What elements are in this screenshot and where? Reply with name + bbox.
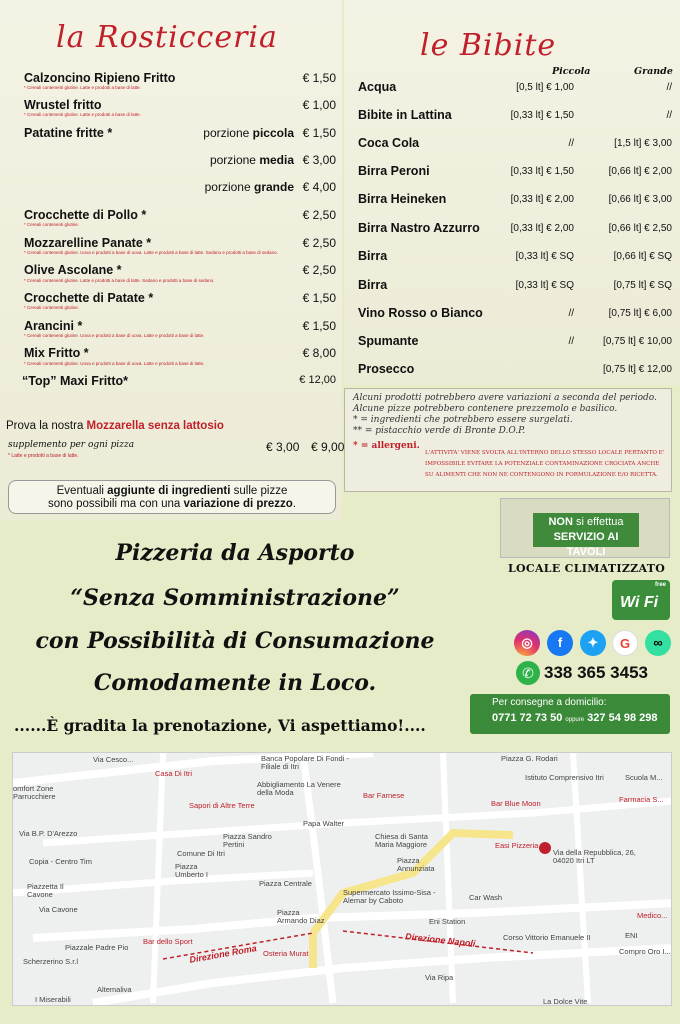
item-name: Wrustel fritto <box>24 98 102 112</box>
item-portion: porzione piccola <box>203 126 294 140</box>
item-name: Crocchette di Patate * <box>24 291 154 305</box>
map-label: Abbigliamento La Venere della Moda <box>257 780 341 797</box>
slogan-line: “Senza Somministrazione” <box>70 585 400 611</box>
drink-item <box>358 278 672 294</box>
slogan-line: Pizzeria da Asporto <box>115 540 355 566</box>
item-price: € 2,50 <box>302 236 336 250</box>
map-label: Banca Popolare Di Fondi - Filiale di Itri <box>261 754 349 771</box>
wifi-free: free <box>654 582 666 588</box>
item-price: € 1,50 <box>302 291 336 305</box>
menu-item <box>24 346 336 362</box>
map-label: Istituto Comprensivo Itri <box>525 773 604 782</box>
slogan-line: Comodamente in Loco. <box>93 670 377 696</box>
item-price: € 12,00 <box>299 374 336 386</box>
rosticceria-title: la Rosticceria <box>56 20 278 55</box>
drink-big: // <box>666 110 672 121</box>
map-label: Via Ripa <box>425 973 454 982</box>
allergen-note: * Latte e prodotti a base di latte. <box>8 453 79 459</box>
ingredients-notice: Eventuali aggiunte di ingredienti sulle pizze sono possibili ma con una variazione di prezzo. <box>8 480 336 514</box>
map-label: Direzione Roma <box>188 943 258 965</box>
drink-item <box>358 80 672 96</box>
map-label: Via B.P. D'Arezzo <box>19 829 78 838</box>
map-label: Piazza Sandro Pertini <box>223 832 272 849</box>
map-label: Piazzale Padre Pio <box>65 943 129 952</box>
notes-box <box>344 388 672 492</box>
item-price: € 1,50 <box>302 319 336 333</box>
supplement-price: € 9,00 <box>311 440 345 454</box>
no-table-service-label: NON si effettua SERVIZIO AI TAVOLI <box>533 513 639 547</box>
drink-big: [0,75 lt] € 10,00 <box>603 336 672 347</box>
map-label: Bar Farnese <box>363 791 405 800</box>
item-name: Patatine fritte * <box>24 126 113 140</box>
head-big: Grande <box>634 66 673 77</box>
note-line: Alcune pizze potrebbero contenere prezzemolo e basilico. <box>353 404 618 414</box>
item-price: € 3,00 <box>302 153 336 167</box>
map-label: ENI <box>625 931 638 940</box>
note-line: Alcuni prodotti potrebbero avere variazioni a seconda del periodo. <box>353 393 657 403</box>
map-label: Bar Blue Moon <box>491 799 541 808</box>
map-label: Piazza Centrale <box>259 879 312 888</box>
drink-item <box>358 108 672 124</box>
map-label: Sapori di Altre Terre <box>189 801 255 810</box>
item-price: € 2,50 <box>302 208 336 222</box>
item-price: € 1,00 <box>302 98 336 112</box>
map-label: Compro Oro I... <box>619 947 671 956</box>
item-name: “Top” Maxi Fritto* <box>22 374 129 388</box>
drink-item <box>358 362 672 378</box>
phone-number[interactable]: 338 365 3453 <box>544 663 648 682</box>
drink-name: Acqua <box>358 80 397 94</box>
menu-item <box>24 263 336 279</box>
wifi-badge <box>612 580 670 620</box>
allergen-note: * Cereali contenenti glutine. Uova e prodotti a base di uova. Latte e prodotti a base di latte. <box>24 333 205 338</box>
map-label: I Miserabili <box>35 995 71 1004</box>
supplement-price: € 3,00 <box>266 440 300 454</box>
map-label: Piazza Umberto I <box>175 862 208 879</box>
allergen-note: * Cereali contenenti glutine. Uova e prodotti a base di uova. Latte e prodotti a base di latte. Sedano e prodotti a base di sedano. <box>24 250 278 255</box>
drink-big: [0,66 lt] € 2,50 <box>608 223 672 234</box>
head-small: Piccola <box>552 66 591 77</box>
note-line: * = ingredienti che potrebbero essere surgelati. <box>353 415 573 425</box>
drink-small: // <box>568 138 574 149</box>
wifi-label: Wi Fi <box>620 594 659 611</box>
item-price: € 1,50 <box>302 126 336 140</box>
map-label: Piazza Annunziata <box>397 856 435 873</box>
drink-item <box>358 221 672 237</box>
map-label: Scherzerino S.r.l <box>23 957 79 966</box>
map-label: Car Wash <box>469 893 503 902</box>
air-conditioned-label: LOCALE CLIMATIZZATO <box>508 562 666 575</box>
drink-item <box>358 306 672 322</box>
item-portion: porzione grande <box>204 180 294 194</box>
allergeni-text: L'ATTIVITA' VIENE SVOLTA ALL'INTERNO DELLO STESSO LOCALE PERTANTO E' IMPOSSIBILE EVITARE LA POTENZIALE CONTAMINAZIONE CROCIATA ANCHE SU ALIMENTI CHE NON NE CONTENGONO IN FORMULAZIONE E/O RICETTA. <box>425 450 665 478</box>
item-name: Olive Ascolane * <box>24 263 122 277</box>
map-label: Corso Vittorio Emanuele II <box>503 933 591 942</box>
delivery-label: Per consegne a domicilio: <box>492 697 607 708</box>
item-price: € 2,50 <box>302 263 336 277</box>
item-price: € 8,00 <box>302 346 336 360</box>
facebook-icon[interactable]: f <box>547 630 573 656</box>
allergeni-label: * = allergeni. <box>353 441 420 451</box>
allergen-note: * Cereali contenenti glutine. <box>24 305 80 310</box>
map-label: Piazza G. Rodari <box>501 754 558 763</box>
drink-item <box>358 249 672 265</box>
map-label: Chiesa di Santa Maria Maggiore <box>375 832 428 849</box>
drink-name: Birra Peroni <box>358 164 430 178</box>
drink-name: Bibite in Lattina <box>358 108 452 122</box>
drink-big: [0,66 lt] € SQ <box>613 251 672 262</box>
drink-big: // <box>666 82 672 93</box>
tripadvisor-icon[interactable]: ∞ <box>645 630 671 656</box>
drink-small: [0,5 lt] € 1,00 <box>516 82 574 93</box>
drink-item <box>358 164 672 180</box>
item-name: Mozzarelline Panate * <box>24 236 152 250</box>
drink-big: [1,5 lt] € 3,00 <box>614 138 672 149</box>
drink-small: [0,33 lt] € 1,50 <box>510 166 574 177</box>
slogan-line: con Possibilità di Consumazione <box>35 628 435 654</box>
map-label: Direzione Napoli <box>404 931 476 949</box>
map-label: Copia - Centro Tim <box>29 857 92 866</box>
allergen-note: * Cereali contenenti glutine. <box>24 222 80 227</box>
item-name: Arancini * <box>24 319 83 333</box>
item-price: € 4,00 <box>302 180 336 194</box>
map-label: Farmacia S... <box>619 795 664 804</box>
twitter-icon[interactable]: ✦ <box>580 630 606 656</box>
drink-big: [0,75 lt] € 6,00 <box>608 308 672 319</box>
drink-small: // <box>568 308 574 319</box>
menu-item <box>24 153 336 169</box>
item-price: € 1,50 <box>302 71 336 85</box>
drink-name: Spumante <box>358 334 419 348</box>
drink-name: Birra <box>358 249 388 263</box>
item-name: Mix Fritto * <box>24 346 89 360</box>
item-name: Calzoncino Ripieno Fritto <box>24 71 176 85</box>
map-label: Medico... <box>637 911 668 920</box>
map-label: Comune Di Itri <box>177 849 225 858</box>
drink-name: Birra Nastro Azzurro <box>358 221 480 235</box>
map-label: La Dolce Vite <box>543 997 588 1006</box>
drink-small: [0,33 lt] € SQ <box>515 280 574 291</box>
mozzarella-offer: Prova la nostra Mozzarella senza lattosio <box>6 420 224 432</box>
allergen-note: * Cereali contenenti glutine. Latte e prodotti a base di latte. <box>24 112 141 117</box>
map-label: Via Cavone <box>39 905 78 914</box>
item-portion: porzione media <box>209 153 294 167</box>
drink-big: [0,75 lt] € 12,00 <box>603 364 672 375</box>
map-label: Piazzetta Il Cavone <box>27 882 64 899</box>
drink-item <box>358 192 672 208</box>
note-line: ** = pistacchio verde di Bronte D.O.P. <box>353 426 526 436</box>
drink-big: [0,66 lt] € 3,00 <box>608 194 672 205</box>
drink-name: Coca Cola <box>358 136 420 150</box>
no-table-service <box>500 498 670 558</box>
delivery-box <box>470 694 670 734</box>
map-label: Via Cesco... <box>93 755 134 764</box>
drink-item <box>358 334 672 350</box>
map-label: Scuola M... <box>625 773 663 782</box>
map-label: Via della Repubblica, 26, 04020 Itri LT <box>553 848 636 865</box>
map-label: Piazza Armando Diaz <box>277 908 325 925</box>
allergen-note: * Cereali contenenti glutine. Uova e prodotti a base di uova. Latte e prodotti a base di latte. <box>24 361 205 366</box>
drink-small: [0,33 lt] € 2,00 <box>510 194 574 205</box>
map-label: Osteria Murat <box>263 949 309 958</box>
drink-name: Prosecco <box>358 362 415 376</box>
menu-item <box>24 126 336 142</box>
welcome-text: ......È gradita la prenotazione, Vi aspettiamo!.... <box>14 716 426 735</box>
map-label: Supermercato Issimo-Sisa - Alemar by Caboto <box>343 888 436 905</box>
item-name: Crocchette di Pollo * <box>24 208 147 222</box>
drink-name: Birra Heineken <box>358 192 447 206</box>
drink-small: [0,33 lt] € 1,50 <box>510 110 574 121</box>
bibite-title: le Bibite <box>420 28 557 63</box>
google-icon[interactable]: G <box>612 630 638 656</box>
location-map[interactable] <box>12 752 672 1006</box>
drink-item <box>358 136 672 152</box>
allergen-note: * Cereali contenenti glutine. Latte e prodotti a base di latte. Sedano e prodotti a base di sedano. <box>24 278 215 283</box>
drink-small: [0,33 lt] € 2,00 <box>510 223 574 234</box>
map-label: Altemaliva <box>97 985 132 994</box>
delivery-numbers[interactable]: 0771 72 73 50 oppure 327 54 98 298 <box>492 712 658 724</box>
drink-name: Vino Rosso o Bianco <box>358 306 483 320</box>
map-label: Easi Pizzeria <box>495 841 539 850</box>
drink-big: [0,66 lt] € 2,00 <box>608 166 672 177</box>
drink-name: Birra <box>358 278 388 292</box>
whatsapp-icon[interactable]: ✆ <box>516 661 540 685</box>
drink-big: [0,75 lt] € SQ <box>613 280 672 291</box>
instagram-icon[interactable]: ◎ <box>514 630 540 656</box>
drink-small: // <box>568 336 574 347</box>
map-label: Eni Station <box>429 917 466 926</box>
menu-item <box>24 180 336 196</box>
map-label: Papa Walter <box>303 819 344 828</box>
map-label: omfort Zone Parrucchiere <box>13 784 56 801</box>
supplement-label: supplemento per ogni pizza <box>8 440 135 450</box>
map-label: Bar dello Sport <box>143 937 193 946</box>
allergen-note: * Cereali contenenti glutine. Latte e prodotti a base di latte. <box>24 85 141 90</box>
menu-item <box>22 374 336 390</box>
map-label: Casa Di Itri <box>155 769 193 778</box>
drink-small: [0,33 lt] € SQ <box>515 251 574 262</box>
